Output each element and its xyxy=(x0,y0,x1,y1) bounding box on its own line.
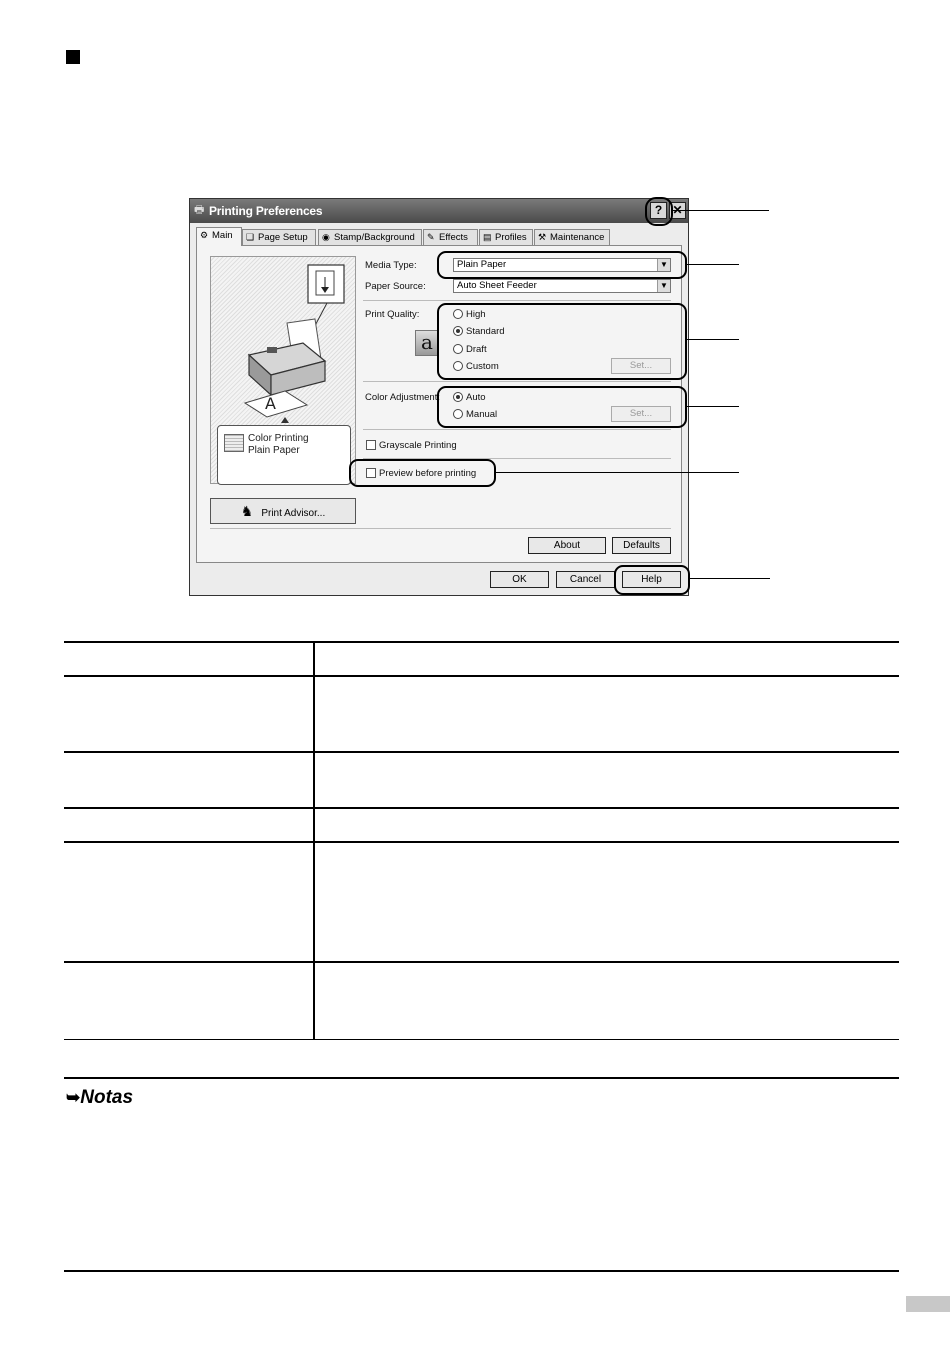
tab-effects[interactable]: ✎ Effects xyxy=(423,229,478,245)
paper-source-label: Paper Source: xyxy=(365,281,426,292)
grayscale-checkbox[interactable] xyxy=(366,440,376,450)
quality-preview-icon: a xyxy=(415,330,439,356)
color-adjustment-label: Color Adjustment: xyxy=(365,392,440,403)
page-edge-tab xyxy=(906,1296,950,1312)
close-button[interactable]: ✕ xyxy=(669,202,686,219)
about-button[interactable]: About xyxy=(528,537,606,554)
media-type-label: Media Type: xyxy=(365,260,417,271)
table-top-rule xyxy=(64,641,899,643)
table-row-rule xyxy=(64,841,899,843)
color-set-button[interactable]: Set... xyxy=(611,406,671,422)
svg-text:A: A xyxy=(265,394,276,413)
callout-preview-before-printing xyxy=(349,459,496,487)
tab-maintenance[interactable]: ⚒ Maintenance xyxy=(534,229,610,245)
status-color-mode: Color Printing xyxy=(248,433,309,444)
brush-icon: ✎ xyxy=(427,232,435,242)
notes-top-rule xyxy=(64,1077,899,1079)
grayscale-label: Grayscale Printing xyxy=(379,440,457,451)
callout-color-adjustment xyxy=(437,386,687,428)
divider xyxy=(363,381,671,382)
callout-leader xyxy=(687,406,739,407)
tools-icon: ⚒ xyxy=(538,232,547,242)
quality-draft-label: Draft xyxy=(466,344,487,355)
callout-leader xyxy=(690,578,770,579)
printer-icon: 🖶 xyxy=(194,204,205,216)
paper-stack-icon xyxy=(224,434,244,452)
print-preview-area xyxy=(210,256,356,484)
table-header-rule xyxy=(64,675,899,677)
print-status-box xyxy=(217,425,351,485)
divider xyxy=(363,429,671,430)
table-row-rule xyxy=(64,807,899,809)
tab-stamp-background[interactable]: ◉ Stamp/Background xyxy=(318,229,422,245)
tab-main[interactable]: ⚙ Main xyxy=(196,227,242,246)
paper-source-select[interactable]: Auto Sheet Feeder ▼ xyxy=(453,279,671,293)
quality-high-label: High xyxy=(466,309,486,320)
pages-icon: ❏ xyxy=(246,232,255,242)
defaults-button[interactable]: Defaults xyxy=(612,537,671,554)
title-bar xyxy=(190,199,688,223)
dialog-title: Printing Preferences xyxy=(209,204,323,218)
print-advisor-button[interactable]: ♞ Print Advisor... xyxy=(210,498,356,524)
callout-leader xyxy=(687,339,739,340)
printer-illustration xyxy=(211,257,357,427)
ok-button[interactable]: OK xyxy=(490,571,549,588)
preview-before-printing-label: Preview before printing xyxy=(379,468,477,479)
table-row-rule xyxy=(64,751,899,753)
callout-leader xyxy=(496,472,739,473)
chevron-down-icon: ▼ xyxy=(657,259,670,271)
status-media: Plain Paper xyxy=(248,445,300,456)
callout-leader xyxy=(687,264,739,265)
media-type-select[interactable]: Plain Paper ▼ xyxy=(453,258,671,272)
help-button[interactable]: Help xyxy=(622,571,681,588)
quality-standard-label: Standard xyxy=(466,326,505,337)
tab-profiles[interactable]: ▤ Profiles xyxy=(479,229,533,245)
profile-icon: ▤ xyxy=(483,232,492,242)
cancel-button[interactable]: Cancel xyxy=(556,571,615,588)
gear-icon: ⚙ xyxy=(200,230,209,240)
callout-leader xyxy=(673,210,769,211)
table-bottom-rule xyxy=(64,1039,899,1040)
notes-heading: ➥Notas xyxy=(66,1087,134,1108)
help-title-button[interactable]: ? xyxy=(650,202,667,219)
divider xyxy=(210,528,671,529)
divider xyxy=(363,300,671,301)
arrow-icon: ➥ xyxy=(66,1088,81,1107)
table-column-divider xyxy=(313,641,315,1039)
quality-custom-label: Custom xyxy=(466,361,499,372)
section-bullet xyxy=(66,50,80,64)
callout-help-button xyxy=(614,565,690,595)
print-quality-label: Print Quality: xyxy=(365,309,420,320)
table-row-rule xyxy=(64,961,899,963)
callout-media-type xyxy=(437,251,687,279)
tab-page-setup[interactable]: ❏ Page Setup xyxy=(242,229,316,245)
callout-print-quality xyxy=(437,303,687,380)
notes-bottom-rule xyxy=(64,1270,899,1272)
color-auto-label: Auto xyxy=(466,392,486,403)
callout-help-icon xyxy=(645,197,673,226)
chevron-down-icon: ▼ xyxy=(657,280,670,292)
quality-set-button[interactable]: Set... xyxy=(611,358,671,374)
stamp-icon: ◉ xyxy=(322,232,330,242)
wizard-icon: ♞ xyxy=(240,503,254,519)
color-manual-label: Manual xyxy=(466,409,498,420)
